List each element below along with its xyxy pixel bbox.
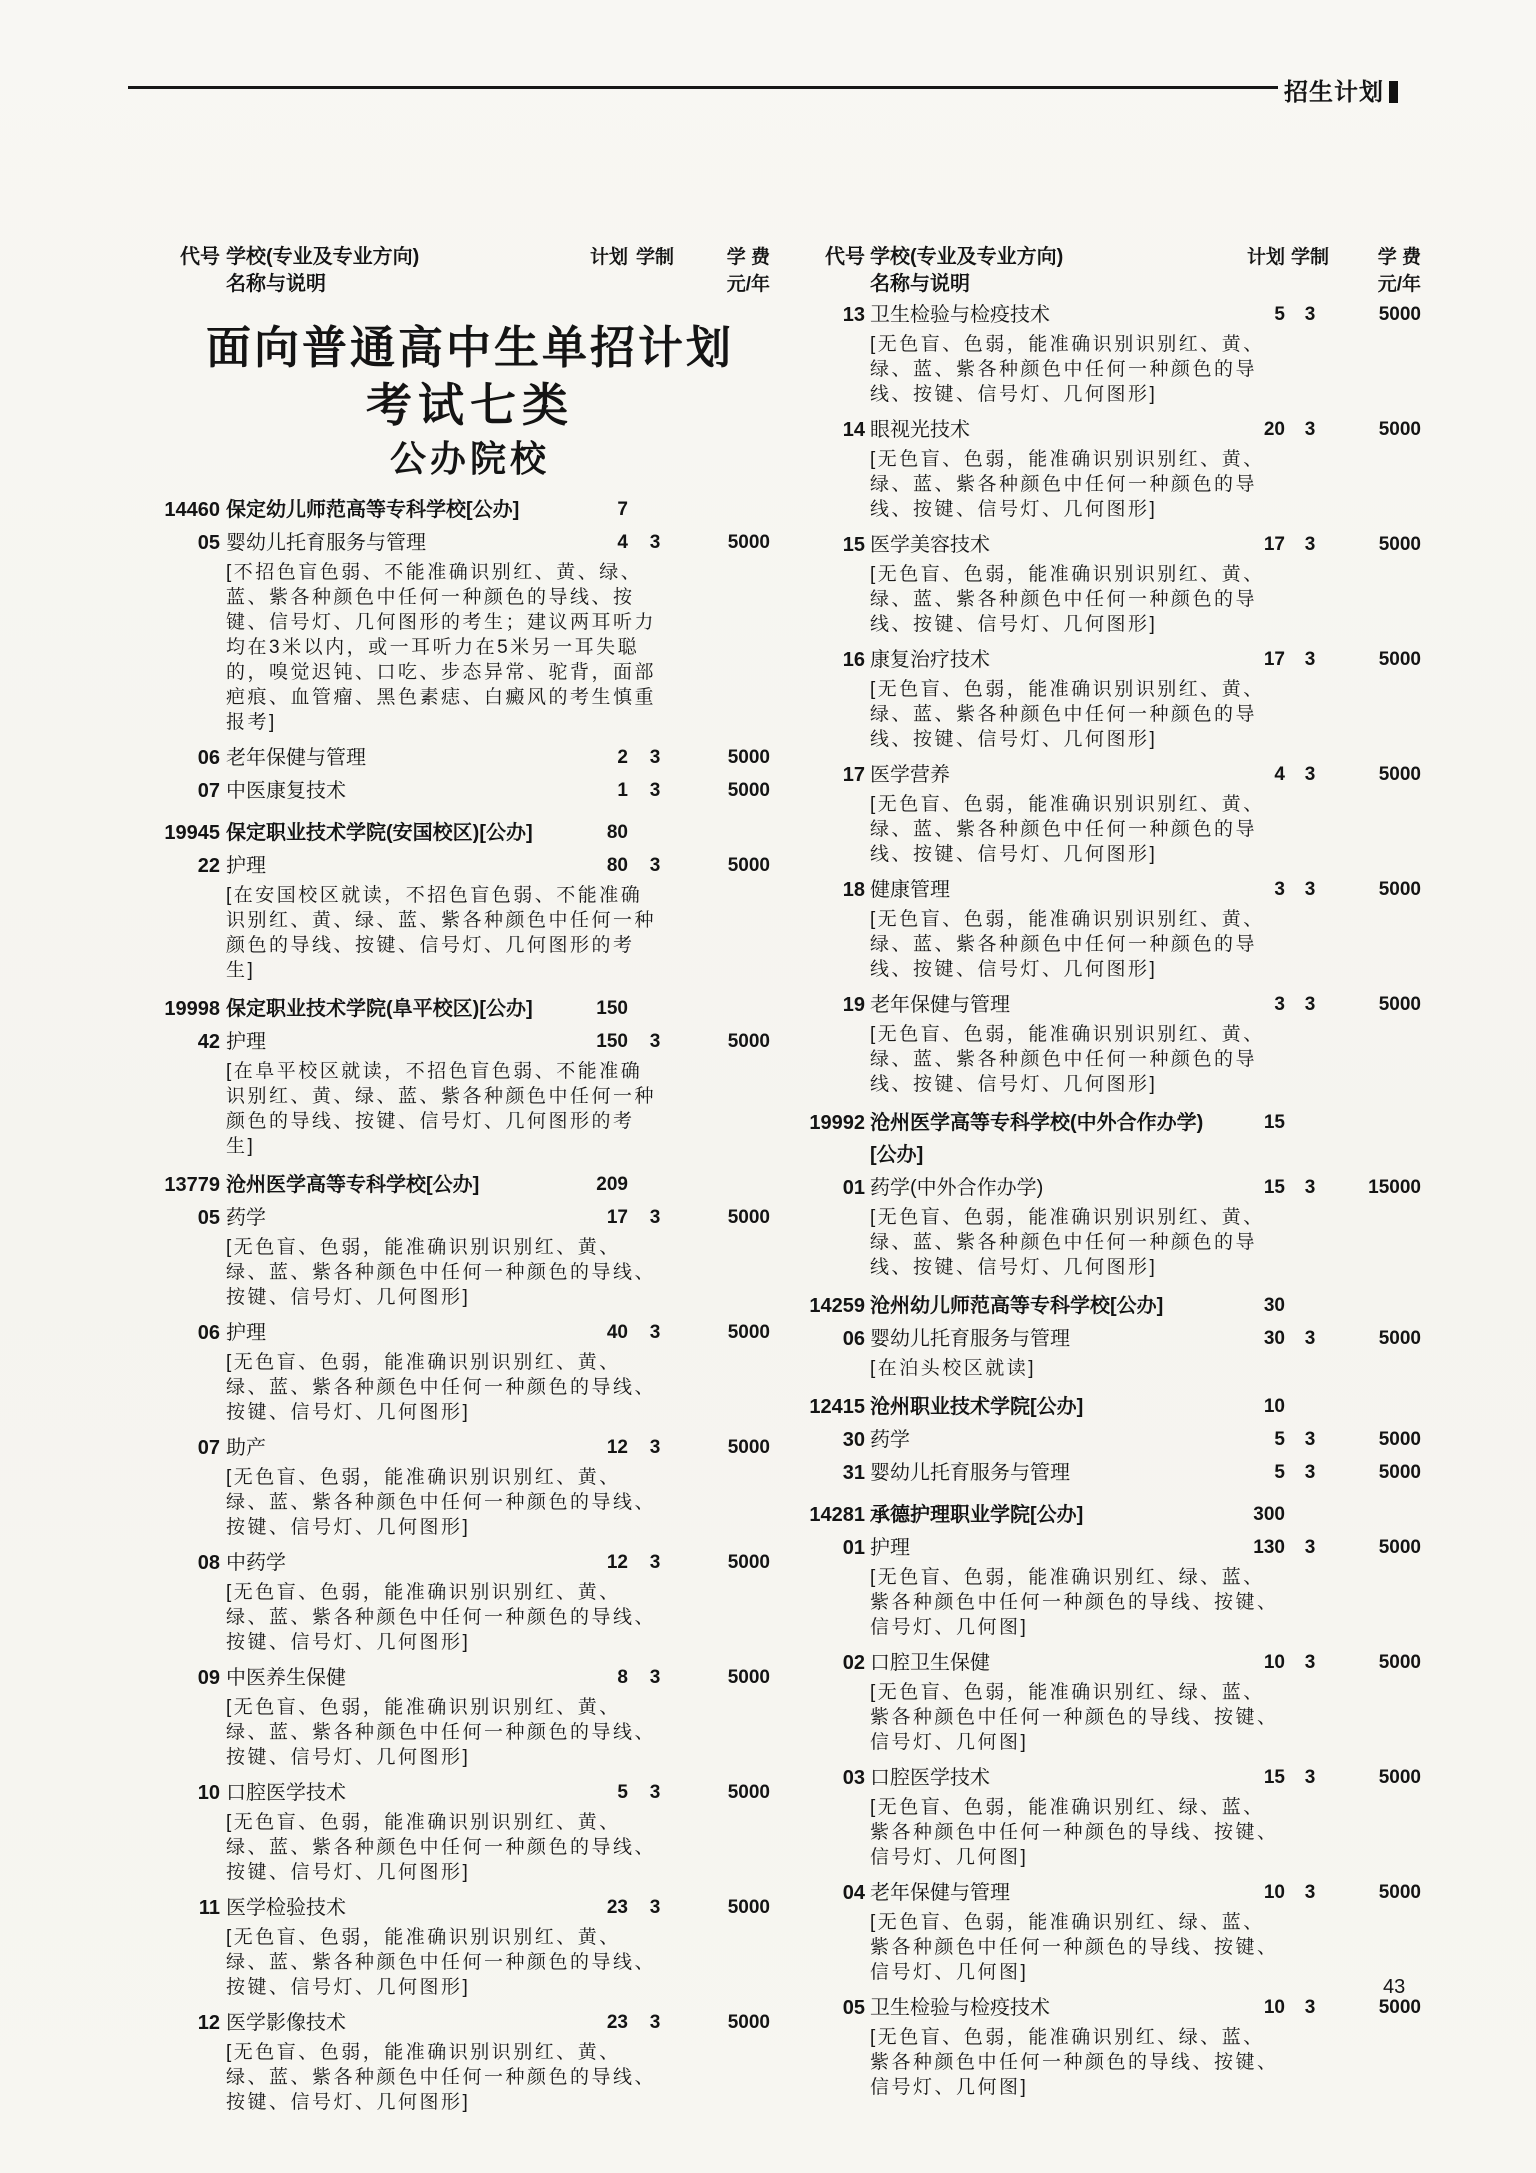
name-cell: 婴幼儿托育服务与管理 (870, 1328, 1070, 1350)
code-cell: 31 (842, 1462, 865, 1484)
header-rule (128, 86, 1278, 89)
header-plan: 计划 (1246, 247, 1285, 268)
code-cell: 15 (842, 534, 865, 556)
code-cell: 18 (842, 879, 865, 901)
header-school-line2: 名称与说明 (226, 273, 326, 295)
duration-cell: 3 (1304, 1767, 1316, 1788)
major-row (797, 644, 1425, 676)
major-row (797, 1424, 1425, 1456)
plan-cell: 80 (606, 855, 628, 876)
fee-cell: 5000 (1378, 1429, 1421, 1450)
name-cell: 承德护理职业学院[公办] (870, 1504, 1084, 1526)
major-row (115, 1202, 770, 1234)
name-cell: 卫生检验与检疫技术 (870, 1997, 1050, 2019)
name-cell: 助产 (226, 1437, 266, 1459)
major-row (115, 775, 770, 807)
name-cell: 口腔医学技术 (226, 1782, 346, 1804)
fee-cell: 5000 (727, 855, 770, 876)
requirement-note: [无色盲、色弱，能准确识别红、绿、蓝、紫各种颜色中任何一种颜色的导线、按键、信号灯、几何图] (870, 2027, 1279, 2098)
school-row (115, 993, 770, 1025)
requirement-note: [无色盲、色弱，能准确识别识别红、黄、绿、蓝、紫各种颜色中任何一种颜色的导线、按键、信号灯、几何图形] (870, 1024, 1265, 1095)
major-row (797, 1647, 1425, 1679)
name-cell: 保定职业技术学院(阜平校区)[公办] (226, 998, 533, 1020)
name-cell: 健康管理 (870, 879, 950, 901)
plan-cell: 7 (617, 499, 628, 520)
code-cell: 06 (197, 1322, 220, 1344)
requirement-note: [无色盲、色弱，能准确识别识别红、黄、绿、蓝、紫各种颜色中任何一种颜色的导线、按键、信号灯、几何图形] (226, 1927, 657, 1998)
major-row (797, 1992, 1425, 2024)
header-fee (682, 244, 770, 298)
plan-cell: 5 (1274, 304, 1285, 325)
header-school-line1: 学校(专业及专业方向) (226, 246, 420, 268)
requirement-note: [无色盲、色弱，能准确识别识别红、黄、绿、蓝、紫各种颜色中任何一种颜色的导线、按键、信号灯、几何图形] (226, 1352, 657, 1423)
plan-cell: 15 (1263, 1112, 1285, 1133)
fee-cell: 5000 (1378, 1882, 1421, 1903)
header-school-line2: 名称与说明 (870, 273, 970, 295)
code-cell: 02 (842, 1652, 865, 1674)
fee-cell: 5000 (727, 1897, 770, 1918)
name-cell: 老年保健与管理 (870, 1882, 1010, 1904)
duration-cell: 3 (649, 780, 661, 801)
fee-cell: 5000 (727, 1552, 770, 1573)
header-fee (1335, 244, 1421, 298)
major-row (115, 1317, 770, 1349)
duration-cell: 3 (649, 1667, 661, 1688)
header-school (226, 244, 567, 298)
major-row (797, 1532, 1425, 1564)
major-row (797, 1172, 1425, 1204)
fee-cell: 5000 (727, 1667, 770, 1688)
plan-cell: 130 (1253, 1537, 1285, 1558)
major-row (797, 299, 1425, 331)
name-cell: 沧州幼儿师范高等专科学校[公办] (870, 1295, 1164, 1317)
duration-cell: 3 (649, 2012, 661, 2033)
plan-cell: 2 (617, 747, 628, 768)
header-school-line1: 学校(专业及专业方向) (870, 246, 1064, 268)
school-row (797, 1391, 1425, 1423)
plan-cell: 4 (617, 532, 628, 553)
code-cell: 19 (842, 994, 865, 1016)
plan-cell: 30 (1263, 1328, 1285, 1349)
name-cell: 中医养生保健 (226, 1667, 346, 1689)
code-cell: 01 (842, 1537, 865, 1559)
code-cell: 22 (197, 855, 220, 877)
right-listing (797, 299, 1425, 2100)
section-title-line3: 公办院校 (389, 438, 550, 479)
requirement-note: [无色盲、色弱，能准确识别红、绿、蓝、紫各种颜色中任何一种颜色的导线、按键、信号灯、几何图] (870, 1797, 1279, 1868)
plan-cell: 4 (1274, 764, 1285, 785)
requirement-note: [无色盲、色弱，能准确识别识别红、黄、绿、蓝、紫各种颜色中任何一种颜色的导线、按键、信号灯、几何图形] (870, 794, 1265, 865)
header-fee-line1: 学 费 (726, 247, 770, 268)
fee-cell: 5000 (727, 1437, 770, 1458)
name-cell: 药学 (870, 1429, 910, 1451)
duration-cell: 3 (1304, 879, 1316, 900)
fee-cell: 5000 (1378, 1328, 1421, 1349)
plan-cell: 10 (1263, 1652, 1285, 1673)
requirement-note: [在阜平校区就读，不招色盲色弱、不能准确识别红、黄、绿、蓝、紫各种颜色中任何一种颜色的导线、按键、信号灯、几何图形的考生] (226, 1061, 657, 1157)
school-row (797, 1107, 1425, 1171)
name-cell: 医学检验技术 (226, 1897, 346, 1919)
header-fee-line2: 元/年 (1377, 274, 1421, 295)
code-cell: 17 (842, 764, 865, 786)
code-cell: 16 (842, 649, 865, 671)
code-cell: 07 (197, 1437, 220, 1459)
fee-cell: 5000 (1378, 1767, 1421, 1788)
code-cell: 14259 (809, 1295, 865, 1317)
major-row (797, 1877, 1425, 1909)
major-row (115, 1432, 770, 1464)
name-cell: 婴幼儿托育服务与管理 (870, 1462, 1070, 1484)
requirement-note: [无色盲、色弱，能准确识别识别红、黄、绿、蓝、紫各种颜色中任何一种颜色的导线、按键、信号灯、几何图形] (226, 1812, 657, 1883)
header-duration: 学制 (1290, 247, 1329, 268)
right-column (797, 240, 1425, 2107)
major-row (797, 414, 1425, 446)
fee-cell: 5000 (727, 1031, 770, 1052)
code-cell: 30 (842, 1429, 865, 1451)
header-duration: 学制 (635, 247, 674, 268)
requirement-note: [无色盲、色弱，能准确识别红、绿、蓝、紫各种颜色中任何一种颜色的导线、按键、信号灯、几何图] (870, 1682, 1279, 1753)
school-row (115, 817, 770, 849)
code-cell: 19998 (164, 998, 220, 1020)
name-cell: 中医康复技术 (226, 780, 346, 802)
major-row (797, 529, 1425, 561)
header-code: 代号 (825, 246, 865, 268)
fee-cell: 5000 (1378, 649, 1421, 670)
code-cell: 05 (197, 1207, 220, 1229)
fee-cell: 5000 (727, 532, 770, 553)
duration-cell: 3 (649, 1322, 661, 1343)
duration-cell: 3 (649, 855, 661, 876)
duration-cell: 3 (1304, 1429, 1316, 1450)
code-cell: 19992 (809, 1112, 865, 1134)
code-cell: 04 (842, 1882, 865, 1904)
major-row (115, 1892, 770, 1924)
code-cell: 14460 (164, 499, 220, 521)
requirement-note: [在安国校区就读，不招色盲色弱、不能准确识别红、黄、绿、蓝、紫各种颜色中任何一种颜色的导线、按键、信号灯、几何图形的考生] (226, 885, 657, 981)
code-cell: 06 (197, 747, 220, 769)
name-cell: 药学 (226, 1207, 266, 1229)
name-cell: 卫生检验与检疫技术 (870, 304, 1050, 326)
header-plan: 计划 (589, 247, 628, 268)
school-row (797, 1499, 1425, 1531)
fee-cell: 5000 (1378, 1462, 1421, 1483)
name-cell: 康复治疗技术 (870, 649, 990, 671)
plan-cell: 10 (1263, 1882, 1285, 1903)
section-title-line2: 考试七类 (366, 379, 574, 431)
duration-cell: 3 (1304, 649, 1316, 670)
name-cell: 沧州医学高等专科学校(中外合作办学)[公办] (870, 1112, 1204, 1166)
requirement-note: [无色盲、色弱，能准确识别识别红、黄、绿、蓝、紫各种颜色中任何一种颜色的导线、按键、信号灯、几何图形] (870, 334, 1265, 405)
name-cell: 老年保健与管理 (870, 994, 1010, 1016)
plan-cell: 23 (606, 1897, 628, 1918)
major-row (115, 1547, 770, 1579)
plan-cell: 12 (606, 1437, 628, 1458)
column-header-left (115, 244, 770, 298)
name-cell: 婴幼儿托育服务与管理 (226, 532, 426, 554)
name-cell: 医学营养 (870, 764, 950, 786)
requirement-note: [在泊头校区就读] (870, 1358, 1037, 1379)
duration-cell: 3 (1304, 304, 1316, 325)
duration-cell: 3 (649, 532, 661, 553)
plan-cell: 10 (1263, 1997, 1285, 2018)
fee-cell: 5000 (727, 1782, 770, 1803)
plan-cell: 40 (606, 1322, 628, 1343)
requirement-note: [无色盲、色弱，能准确识别识别红、黄、绿、蓝、紫各种颜色中任何一种颜色的导线、按键、信号灯、几何图形] (870, 1207, 1265, 1278)
code-cell: 12 (197, 2012, 220, 2034)
major-row (115, 527, 770, 559)
major-row (115, 1662, 770, 1694)
plan-cell: 5 (617, 1782, 628, 1803)
duration-cell: 3 (1304, 994, 1316, 1015)
fee-cell: 5000 (727, 780, 770, 801)
code-cell: 14281 (809, 1504, 865, 1526)
duration-cell: 3 (1304, 1652, 1316, 1673)
plan-cell: 15 (1263, 1177, 1285, 1198)
plan-cell: 150 (596, 998, 628, 1019)
school-row (797, 1290, 1425, 1322)
code-cell: 14 (842, 419, 865, 441)
fee-cell: 5000 (1378, 1537, 1421, 1558)
major-row (797, 1762, 1425, 1794)
requirement-note: [无色盲、色弱，能准确识别红、绿、蓝、紫各种颜色中任何一种颜色的导线、按键、信号灯、几何图] (870, 1567, 1279, 1638)
fee-cell: 15000 (1368, 1177, 1421, 1198)
major-row (797, 989, 1425, 1021)
requirement-note: [无色盲、色弱，能准确识别识别红、黄、绿、蓝、紫各种颜色中任何一种颜色的导线、按键、信号灯、几何图形] (870, 909, 1265, 980)
name-cell: 眼视光技术 (870, 419, 970, 441)
fee-cell: 5000 (1378, 879, 1421, 900)
code-cell: 10 (197, 1782, 220, 1804)
name-cell: 护理 (226, 1322, 266, 1344)
page-number: 43 (1383, 1976, 1406, 1998)
requirement-note: [不招色盲色弱、不能准确识别红、黄、绿、蓝、紫各种颜色中任何一种颜色的导线、按键、信号灯、几何图形的考生；建议两耳听力均在3米以内，或一耳听力在5米另一耳失聪的，嗅觉迟钝、口吃、步态异常、驼背，面部疤痕、血管瘤、黑色素痣、白癜风的考生慎重报考] (226, 562, 657, 733)
page-header-title (1284, 72, 1398, 107)
code-cell: 03 (842, 1767, 865, 1789)
duration-cell: 3 (1304, 1177, 1316, 1198)
name-cell: 中药学 (226, 1552, 286, 1574)
header-bar-icon (1389, 81, 1398, 103)
major-row (115, 742, 770, 774)
duration-cell: 3 (649, 1897, 661, 1918)
code-cell: 06 (842, 1328, 865, 1350)
section-title (115, 322, 770, 480)
major-row (115, 1777, 770, 1809)
duration-cell: 3 (649, 1207, 661, 1228)
plan-cell: 5 (1274, 1462, 1285, 1483)
plan-cell: 300 (1253, 1504, 1285, 1525)
duration-cell: 3 (1304, 1462, 1316, 1483)
code-cell: 05 (842, 1997, 865, 2019)
left-listing (115, 494, 770, 2115)
name-cell: 保定职业技术学院(安国校区)[公办] (226, 822, 533, 844)
plan-cell: 17 (606, 1207, 628, 1228)
name-cell: 沧州职业技术学院[公办] (870, 1396, 1084, 1418)
requirement-note: [无色盲、色弱，能准确识别识别红、黄、绿、蓝、紫各种颜色中任何一种颜色的导线、按键、信号灯、几何图形] (226, 1237, 657, 1308)
fee-cell: 5000 (1378, 994, 1421, 1015)
duration-cell: 3 (1304, 1537, 1316, 1558)
duration-cell: 3 (649, 1437, 661, 1458)
name-cell: 医学美容技术 (870, 534, 990, 556)
plan-cell: 150 (596, 1031, 628, 1052)
plan-cell: 15 (1263, 1767, 1285, 1788)
plan-cell: 1 (617, 780, 628, 801)
school-row (115, 1169, 770, 1201)
code-cell: 19945 (164, 822, 220, 844)
fee-cell: 5000 (1378, 419, 1421, 440)
requirement-note: [无色盲、色弱，能准确识别识别红、黄、绿、蓝、紫各种颜色中任何一种颜色的导线、按键、信号灯、几何图形] (226, 1697, 657, 1768)
duration-cell: 3 (1304, 419, 1316, 440)
requirement-note: [无色盲、色弱，能准确识别红、绿、蓝、紫各种颜色中任何一种颜色的导线、按键、信号灯、几何图] (870, 1912, 1279, 1983)
requirement-note: [无色盲、色弱，能准确识别识别红、黄、绿、蓝、紫各种颜色中任何一种颜色的导线、按键、信号灯、几何图形] (226, 1582, 657, 1653)
name-cell: 护理 (226, 855, 266, 877)
plan-cell: 10 (1263, 1396, 1285, 1417)
major-row (115, 2007, 770, 2039)
header-school (870, 244, 1228, 298)
plan-cell: 23 (606, 2012, 628, 2033)
page-header-text: 招生计划 (1284, 79, 1384, 106)
plan-cell: 5 (1274, 1429, 1285, 1450)
code-cell: 05 (197, 532, 220, 554)
requirement-note: [无色盲、色弱，能准确识别识别红、黄、绿、蓝、紫各种颜色中任何一种颜色的导线、按键、信号灯、几何图形] (226, 2042, 657, 2113)
fee-cell: 5000 (1378, 534, 1421, 555)
plan-cell: 8 (617, 1667, 628, 1688)
fee-cell: 5000 (1378, 1652, 1421, 1673)
section-title-line1: 面向普通高中生单招计划 (205, 322, 734, 373)
duration-cell: 3 (1304, 534, 1316, 555)
requirement-note: [无色盲、色弱，能准确识别识别红、黄、绿、蓝、紫各种颜色中任何一种颜色的导线、按键、信号灯、几何图形] (870, 564, 1265, 635)
name-cell: 护理 (870, 1537, 910, 1559)
duration-cell: 3 (1304, 764, 1316, 785)
fee-cell: 5000 (1378, 764, 1421, 785)
header-code: 代号 (180, 246, 220, 268)
plan-cell: 30 (1263, 1295, 1285, 1316)
left-column (115, 240, 770, 2122)
fee-cell: 5000 (1378, 1997, 1421, 2018)
column-header-right (797, 244, 1425, 298)
code-cell: 08 (197, 1552, 220, 1574)
plan-cell: 17 (1263, 649, 1285, 670)
name-cell: 沧州医学高等专科学校[公办] (226, 1174, 480, 1196)
duration-cell: 3 (649, 1782, 661, 1803)
requirement-note: [无色盲、色弱，能准确识别识别红、黄、绿、蓝、紫各种颜色中任何一种颜色的导线、按键、信号灯、几何图形] (870, 679, 1265, 750)
duration-cell: 3 (1304, 1882, 1316, 1903)
name-cell: 口腔卫生保健 (870, 1652, 990, 1674)
requirement-note: [无色盲、色弱，能准确识别识别红、黄、绿、蓝、紫各种颜色中任何一种颜色的导线、按键、信号灯、几何图形] (226, 1467, 657, 1538)
plan-cell: 209 (596, 1174, 628, 1195)
header-fee-line2: 元/年 (726, 274, 770, 295)
duration-cell: 3 (649, 747, 661, 768)
major-row (115, 850, 770, 882)
duration-cell: 3 (1304, 1997, 1316, 2018)
name-cell: 医学影像技术 (226, 2012, 346, 2034)
duration-cell: 3 (649, 1031, 661, 1052)
fee-cell: 5000 (727, 747, 770, 768)
code-cell: 12415 (809, 1396, 865, 1418)
name-cell: 药学(中外合作办学) (870, 1177, 1044, 1199)
plan-cell: 3 (1274, 994, 1285, 1015)
name-cell: 护理 (226, 1031, 266, 1053)
plan-cell: 3 (1274, 879, 1285, 900)
name-cell: 老年保健与管理 (226, 747, 366, 769)
duration-cell: 3 (1304, 1328, 1316, 1349)
code-cell: 01 (842, 1177, 865, 1199)
fee-cell: 5000 (727, 2012, 770, 2033)
plan-cell: 17 (1263, 534, 1285, 555)
requirement-note: [无色盲、色弱，能准确识别识别红、黄、绿、蓝、紫各种颜色中任何一种颜色的导线、按键、信号灯、几何图形] (870, 449, 1265, 520)
major-row (797, 874, 1425, 906)
major-row (797, 759, 1425, 791)
fee-cell: 5000 (727, 1322, 770, 1343)
school-row (115, 494, 770, 526)
plan-cell: 80 (606, 822, 628, 843)
code-cell: 07 (197, 780, 220, 802)
major-row (797, 1457, 1425, 1489)
name-cell: 保定幼儿师范高等专科学校[公办] (226, 499, 520, 521)
code-cell: 09 (197, 1667, 220, 1689)
plan-cell: 20 (1263, 419, 1285, 440)
major-row (797, 1323, 1425, 1355)
duration-cell: 3 (649, 1552, 661, 1573)
fee-cell: 5000 (1378, 304, 1421, 325)
header-fee-line1: 学 费 (1377, 247, 1421, 268)
code-cell: 13779 (164, 1174, 220, 1196)
code-cell: 11 (198, 1897, 220, 1919)
name-cell: 口腔医学技术 (870, 1767, 990, 1789)
code-cell: 42 (197, 1031, 220, 1053)
major-row (115, 1026, 770, 1058)
plan-cell: 12 (606, 1552, 628, 1573)
code-cell: 13 (842, 304, 865, 326)
fee-cell: 5000 (727, 1207, 770, 1228)
